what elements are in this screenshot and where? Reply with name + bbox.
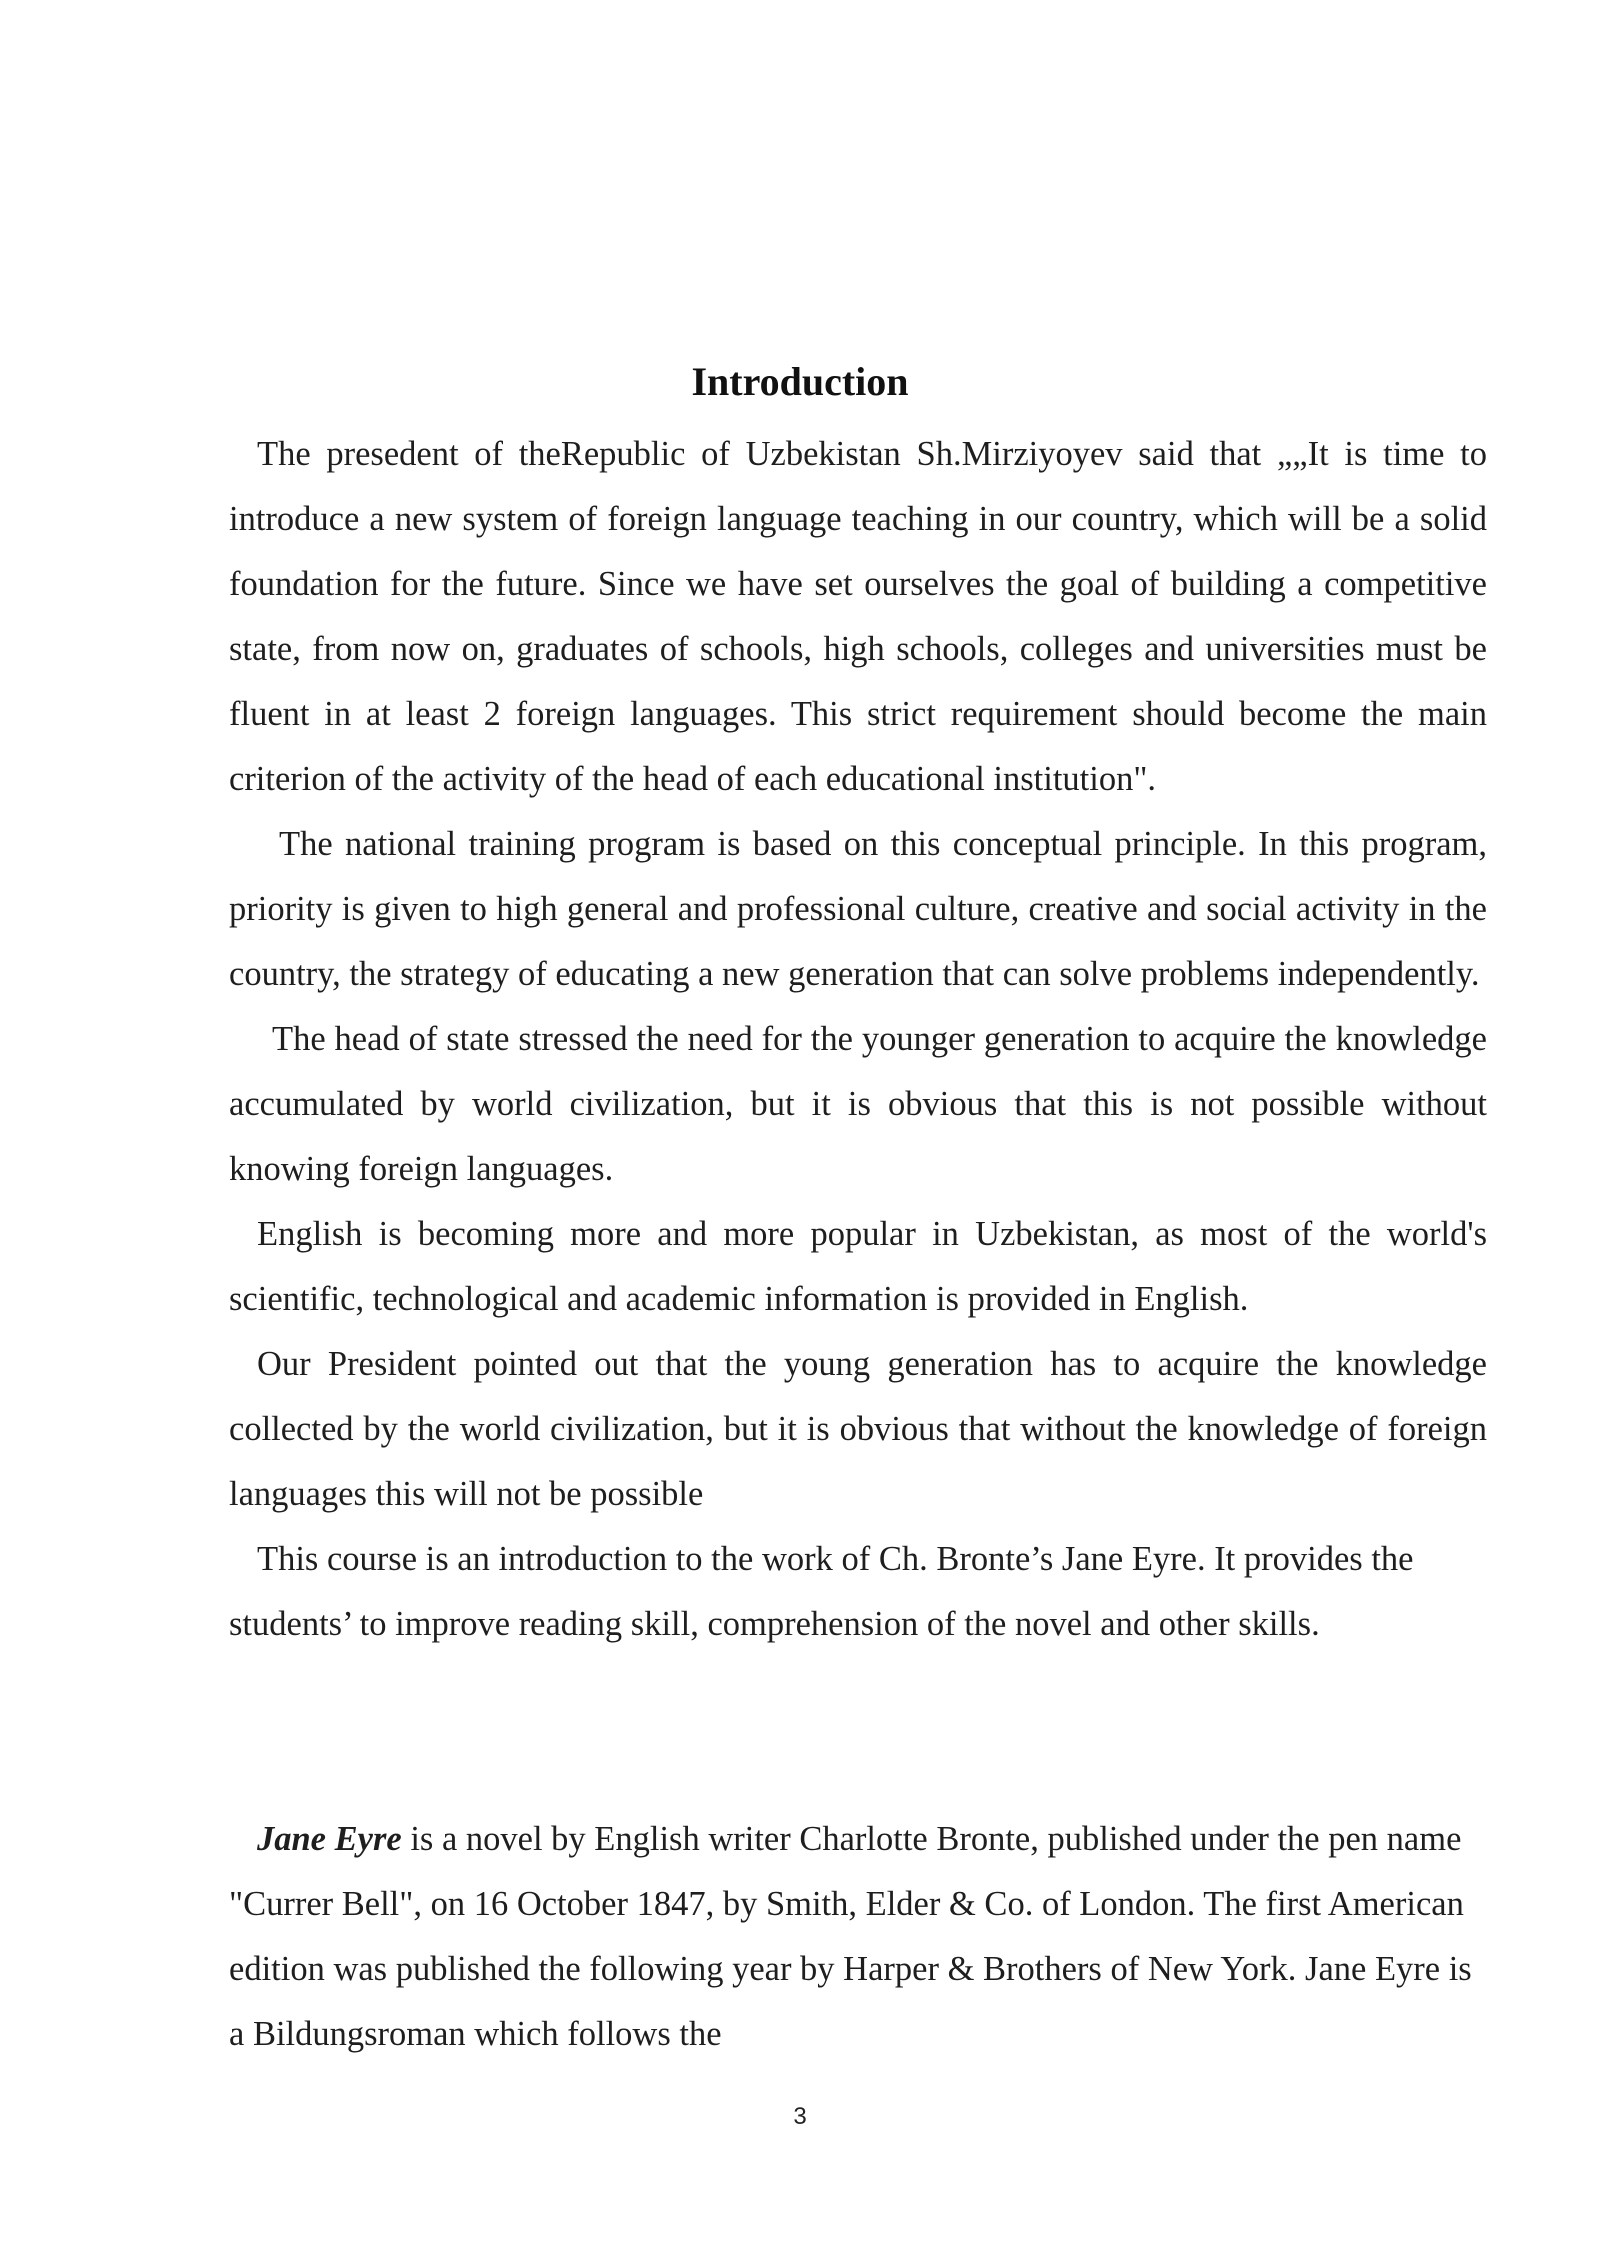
page-title: Introduction [691, 359, 909, 404]
body-text-block [229, 422, 1487, 1657]
paragraph-course-intro: This course is an introduction to the work of Ch. Bronte’s Jane Eyre. It provides the students’ to improve reading skill, comprehension of the novel and other skills. [229, 1540, 1414, 1643]
paragraph-president-quote: The presedent of theRepublic of Uzbekistan Sh.Mirziyoyev said that „„It is time to introduce a new system of foreign language teaching in our country, which will be a solid foundation for the future. Since we have set ourselves the goal of building a competitive state, from now on, graduates of schools, high schools, colleges and universities must be fluent in at least 2 foreign languages. This strict requirement should become the main criterion of the activity of the head of each educational institution". [229, 435, 1487, 798]
page-number: 3 [793, 2103, 807, 2130]
novel-title-emphasis: Jane Eyre [257, 1820, 402, 1858]
paragraph-head-of-state: The head of state stressed the need for the younger generation to acquire the knowledge accumulated by world civilization, but it is obvious that this is not possible without knowing foreign languages. [229, 1020, 1487, 1188]
paragraph-training-program: The national training program is based on this conceptual principle. In this program, priority is given to high general and professional culture, creative and social activity in the country, the strategy of educating a new generation that can solve problems independently. [229, 825, 1487, 993]
jane-eyre-description: is a novel by English writer Charlotte Bronte, published under the pen name "Currer Bell", on 16 October 1847, by Smith, Elder & Co. of London. The first American edition was published the following year by Harper & Brothers of New York. Jane Eyre is a Bildungsroman which follows the [229, 1820, 1472, 2053]
paragraph-jane-eyre [229, 1807, 1487, 2067]
paragraph-english-popularity: English is becoming more and more popular in Uzbekistan, as most of the world's scientific, technological and academic information is provided in English. [229, 1215, 1487, 1318]
paragraph-president-knowledge: Our President pointed out that the young generation has to acquire the knowledge collected by the world civilization, but it is obvious that without the knowledge of foreign languages this will not be possible [229, 1345, 1487, 1513]
jane-eyre-block [229, 1807, 1487, 2067]
